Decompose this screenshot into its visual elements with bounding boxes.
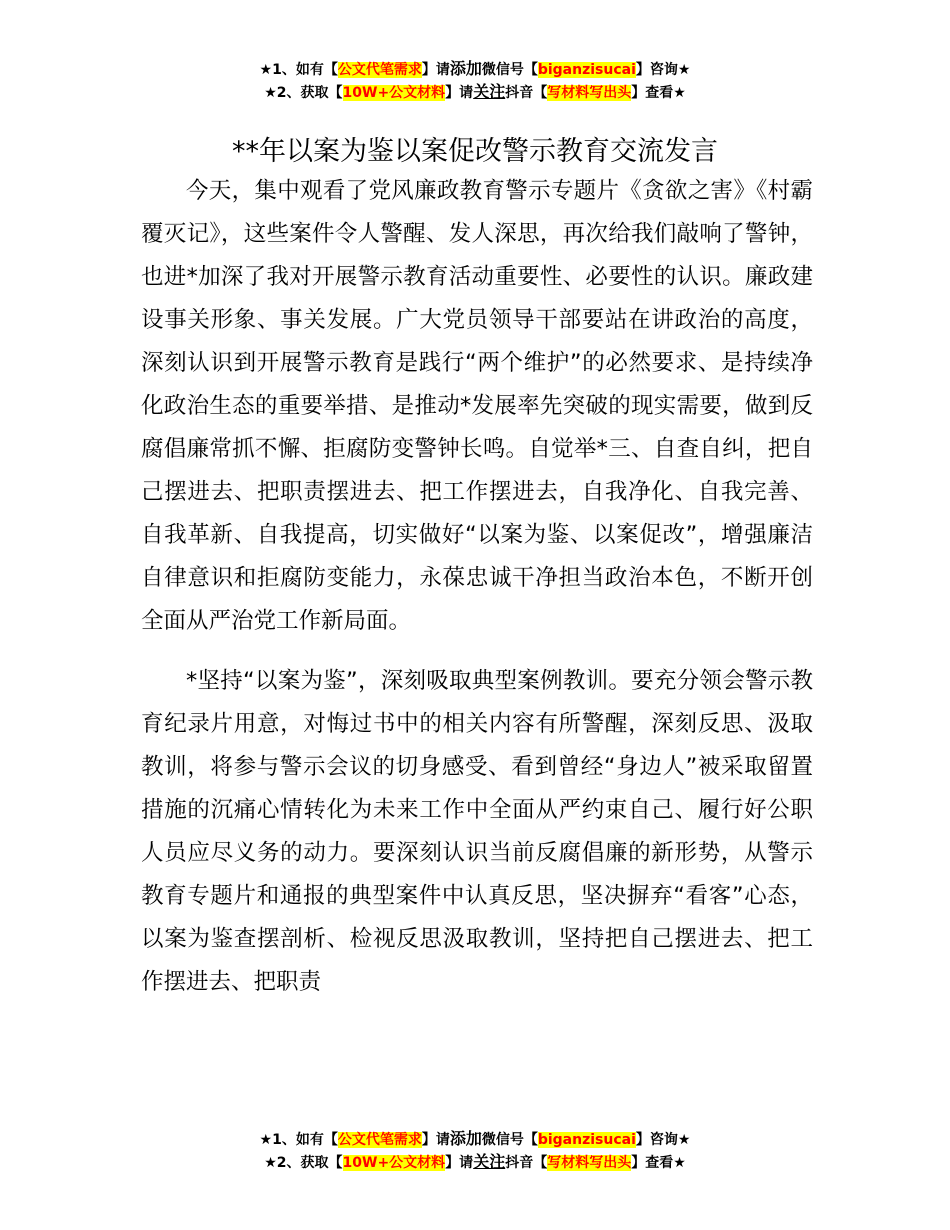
document-title: **年以案为鉴以案促改警示教育交流发言 [232,136,718,168]
highlight-writing-service: 公文代笔需求 [337,62,422,78]
highlight-douyin-account: 写材料写出头 [547,1155,632,1171]
document-body [141,170,813,1004]
highlight-douyin-account: 写材料写出头 [547,85,632,101]
highlight-writing-service: 公文代笔需求 [337,1132,422,1148]
header-banner-line-1: ★1、如有【公文代笔需求】请添加微信号【biganzisucai】咨询★ [259,59,691,78]
paragraph-2: *坚持“以案为鉴”，深刻吸取典型案例教训。要充分领会警示教育纪录片用意，对悔过书中的相关内容有所警醒，深刻反思、汲取教训，将参与警示会议的切身感受、看到曾经“身边人”被采取留置措施的沉痛心情转化为未来工作中全面从严约束自己、履行好公职人员应尽义务的动力。要深刻认识当前反腐倡廉的新形势，从警示教育专题片和通报的典型案件中认真反思，坚决摒弃“看客”心态，以案为鉴查摆剖析、检视反思汲取教训，坚持把自己摆进去、把工作摆进去、把职责 [141,668,813,995]
footer-banner-line-2: ★2、获取【10W+公文材料】请关注抖音【写材料写出头】查看★ [264,1152,686,1171]
highlight-wechat-id: biganzisucai [537,62,636,78]
highlight-materials: 10W+公文材料 [342,1155,446,1171]
header-banner [0,58,950,104]
paragraph-1: 今天，集中观看了党风廉政教育警示专题片《贪欲之害》《村霸覆灭记》，这些案件令人警醒、发人深思，再次给我们敲响了警钟，也进*加深了我对开展警示教育活动重要性、必要性的认识。廉政建设事关形象、事关发展。广大党员领导干部要站在讲政治的高度，深刻认识到开展警示教育是践行“两个维护”的必然要求、是持续净化政治生态的重要举措、是推动*发展率先突破的现实需要，做到反腐倡廉常抓不懈、拒腐防变警钟长鸣。自觉举*三、自查自纠，把自己摆进去、把职责摆进去、把工作摆进去，自我净化、自我完善、自我革新、自我提高，切实做好“以案为鉴、以案促改”，增强廉洁自律意识和拒腐防变能力，永葆忠诚干净担当政治本色，不断开创全面从严治党工作新局面。 [141,178,813,634]
footer-banner [0,1128,950,1174]
footer-banner-line-1: ★1、如有【公文代笔需求】请添加微信号【biganzisucai】咨询★ [259,1129,691,1148]
highlight-wechat-id: biganzisucai [537,1132,636,1148]
highlight-materials: 10W+公文材料 [342,85,446,101]
header-banner-line-2: ★2、获取【10W+公文材料】请关注抖音【写材料写出头】查看★ [264,82,686,101]
